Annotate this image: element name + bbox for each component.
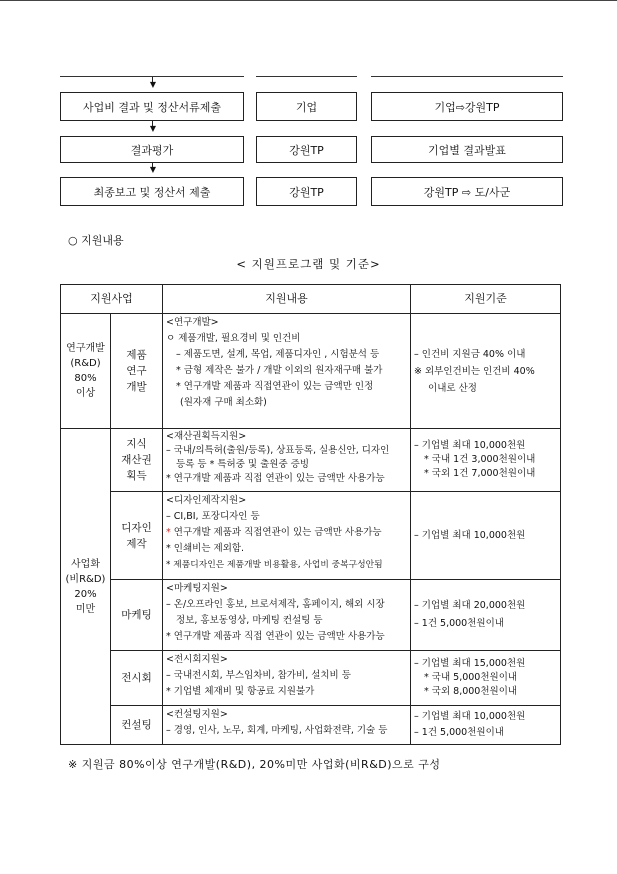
red-asterisk-icon: * xyxy=(166,527,171,538)
content-line: <연구개발> xyxy=(166,317,219,328)
sub-line: 전시회 xyxy=(121,672,152,684)
flow-direction-box: 기업⇨강원TP xyxy=(371,92,563,121)
category-line: 연구개발 xyxy=(66,343,105,354)
criteria-line: 이내로 산정 xyxy=(428,382,477,394)
section-title: ○ 지원내용 xyxy=(68,234,124,247)
table-caption: < 지원프로그램 및 기준> xyxy=(236,257,381,271)
flow-actor-box: 강원TP xyxy=(256,177,357,206)
content-line xyxy=(166,525,407,541)
criteria-line: ※ 외부인건비는 인건비 40% xyxy=(414,365,535,377)
down-arrow-icon: ▼ xyxy=(149,80,157,89)
subcategory-product-rnd xyxy=(111,314,163,429)
criteria-line: – 기업별 최대 15,000천원 xyxy=(414,658,526,669)
subcategory-consulting xyxy=(111,706,163,745)
content-line: * 연구개발 제품과 직접연관이 있는 금액만 인정 xyxy=(176,381,374,392)
sub-line: 마케팅 xyxy=(121,609,152,621)
criteria-line: – 기업별 최대 10,000천원 xyxy=(414,440,526,451)
content-line: (원자재 구매 최소화) xyxy=(180,397,267,408)
table-row xyxy=(61,492,561,580)
flow-column-rule-actor xyxy=(256,76,357,77)
criteria-line: – 인건비 지원금 40% 이내 xyxy=(414,348,526,360)
flow-step-box: 결과평가 xyxy=(60,136,244,163)
criteria-ip xyxy=(411,429,561,492)
category-biz xyxy=(61,429,111,745)
content-line: * 제품디자인은 제품개발 비용활용, 사업비 중복구성안됨 xyxy=(166,560,383,570)
subcategory-marketing xyxy=(111,580,163,651)
flow-direction-box: 강원TP ⇨ 도/사군 xyxy=(371,177,563,206)
flow-actor-box: 강원TP xyxy=(256,136,357,163)
category-rnd xyxy=(61,314,111,429)
content-line: – 경영, 인사, 노무, 회계, 마케팅, 사업화전략, 기술 등 xyxy=(166,725,388,736)
content-ip xyxy=(163,429,411,492)
category-line: 이상 xyxy=(75,388,96,399)
criteria-line: – 기업별 최대 20,000천원 xyxy=(414,600,526,611)
criteria-line: * 국내 5,000천원이내 xyxy=(424,672,518,683)
flow-step-box: 최종보고 및 정산서 제출 xyxy=(60,177,244,206)
page-top-rule xyxy=(0,0,617,1)
subcategory-ip xyxy=(111,429,163,492)
content-line: * 기업별 체재비 및 항공료 지원불가 xyxy=(166,686,315,697)
table-row xyxy=(61,706,561,745)
content-line: <디자인제작지원> xyxy=(166,495,247,506)
category-line: 사업화 xyxy=(71,558,100,570)
category-line: (비R&D) xyxy=(65,573,106,585)
criteria-line: – 1건 5,000천원이내 xyxy=(414,618,504,629)
content-line: <마케팅지원> xyxy=(166,583,228,594)
content-line: 등록 등 * 특허중 및 출원중 증빙 xyxy=(176,459,310,470)
content-text: 연구개발 제품과 직접연관이 있는 금액만 사용가능 xyxy=(170,527,382,538)
content-rnd xyxy=(163,314,411,429)
content-line: – 제품도면, 설계, 목업, 제품디자인 , 시험분석 등 xyxy=(176,349,380,360)
content-line: – CI,BI, 포장디자인 등 xyxy=(166,511,260,522)
down-arrow-icon: ▼ xyxy=(149,165,157,174)
sub-line: 제품 xyxy=(126,349,147,361)
content-line: * 연구개발 제품과 직접 연관이 있는 금액만 사용가능 xyxy=(166,473,385,484)
sub-line: 지식 xyxy=(126,438,147,450)
category-line: 미만 xyxy=(75,603,96,615)
table-row xyxy=(61,651,561,706)
footnote: ※ 지원금 80%이상 연구개발(R&D), 20%미만 사업화(비R&D)으로 구성 xyxy=(68,758,441,771)
down-arrow-icon: ▼ xyxy=(149,124,157,133)
content-line: – 온/오프라인 홍보, 브로셔제작, 홈페이지, 해외 시장 xyxy=(166,599,385,610)
table-header-row xyxy=(61,285,561,314)
flow-direction-box: 기업별 결과발표 xyxy=(371,136,563,163)
criteria-consulting xyxy=(411,706,561,745)
sub-line: 제작 xyxy=(126,537,147,550)
category-line: (R&D) xyxy=(70,358,101,369)
content-line: <재산권획득지원> xyxy=(166,431,247,442)
category-line: 80% xyxy=(74,373,97,384)
support-program-table xyxy=(60,284,561,745)
criteria-rnd xyxy=(411,314,561,429)
criteria-line: * 국외 8,000천원이내 xyxy=(424,686,518,697)
sub-line: 획득 xyxy=(126,470,147,482)
content-exhibition xyxy=(163,651,411,706)
subcategory-design xyxy=(111,492,163,580)
content-line: * 연구개발 제품과 직접 연관이 있는 금액만 사용가능 xyxy=(166,631,385,642)
table-row xyxy=(61,429,561,492)
sub-line: 컨설팅 xyxy=(121,719,152,731)
content-line: * 인쇄비는 제외함. xyxy=(166,543,245,554)
criteria-marketing xyxy=(411,580,561,651)
criteria-line: – 기업별 최대 10,000천원 xyxy=(414,529,526,541)
content-line: ㅇ 제품개발, 필요경비 및 인건비 xyxy=(166,333,301,344)
sub-line: 연구 xyxy=(126,365,147,377)
header-content: 지원내용 xyxy=(163,285,411,314)
table-row xyxy=(61,580,561,651)
category-line: 20% xyxy=(74,588,97,600)
content-line: <전시회지원> xyxy=(166,654,228,665)
sub-line: 개발 xyxy=(126,381,147,393)
criteria-line: – 1건 5,000천원이내 xyxy=(414,727,504,738)
criteria-line: – 기업별 최대 10,000천원 xyxy=(414,711,526,722)
content-marketing xyxy=(163,580,411,651)
criteria-line: * 국내 1건 3,000천원이내 xyxy=(424,454,536,465)
criteria-design xyxy=(411,492,561,580)
criteria-line: * 국외 1건 7,000천원이내 xyxy=(424,468,536,479)
criteria-exhibition xyxy=(411,651,561,706)
flow-actor-box: 기업 xyxy=(256,92,357,121)
table-row xyxy=(61,314,561,429)
flow-step-box: 사업비 결과 및 정산서류제출 xyxy=(60,92,244,121)
content-line: – 국내/의특허(출원/등록), 상표등록, 실용신안, 디자인 xyxy=(166,445,390,456)
header-program: 지원사업 xyxy=(61,285,163,314)
content-design xyxy=(163,492,411,580)
header-criteria: 지원기준 xyxy=(411,285,561,314)
content-consulting xyxy=(163,706,411,745)
content-line: <컨설팅지원> xyxy=(166,709,228,720)
content-line: * 금형 제작은 불가 / 개발 이외의 원자재구매 불가 xyxy=(176,365,383,376)
content-line: – 국내전시회, 부스임차비, 참가비, 설치비 등 xyxy=(166,670,351,681)
flow-column-rule-flow xyxy=(371,76,563,77)
subcategory-exhibition xyxy=(111,651,163,706)
content-line: 정보, 홍보동영상, 마케팅 컨설팅 등 xyxy=(176,615,323,626)
sub-line: 디자인 xyxy=(121,521,152,534)
sub-line: 재산권 xyxy=(121,454,152,466)
